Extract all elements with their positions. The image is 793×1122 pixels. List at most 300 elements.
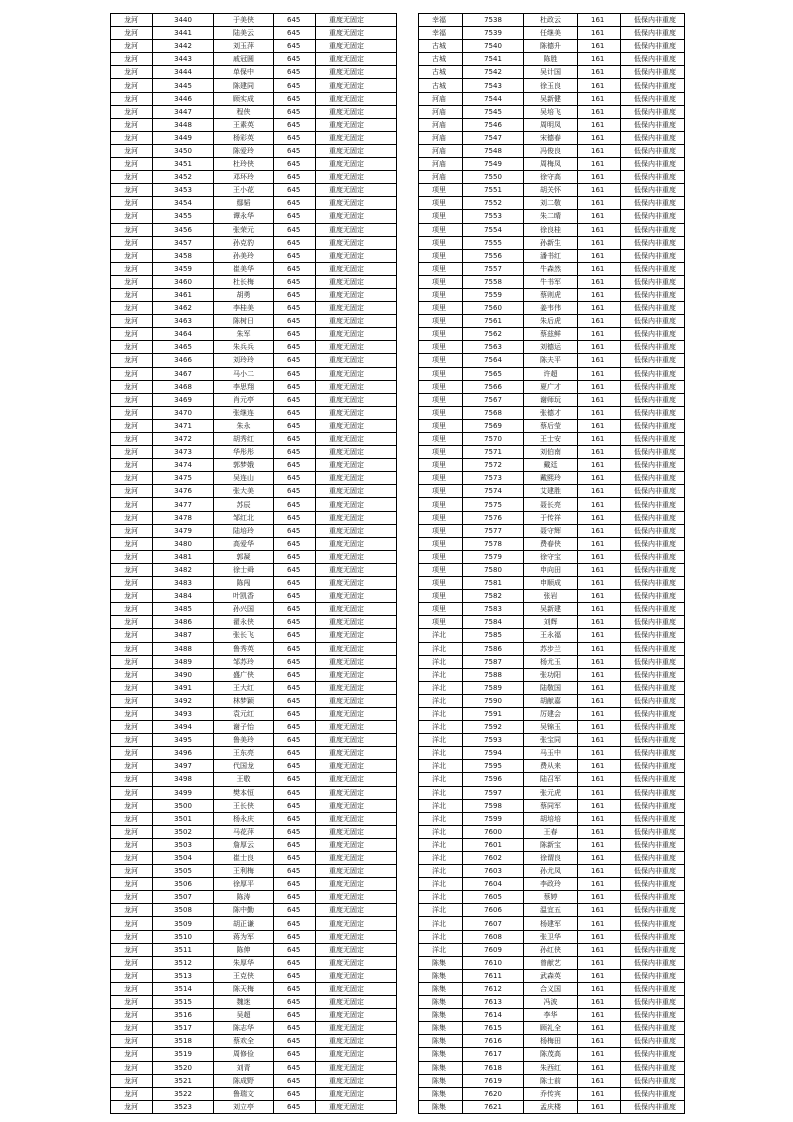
township-cell: 龙河 [111, 210, 153, 223]
township-cell: 龙河 [111, 603, 153, 616]
amount-cell: 645 [274, 92, 316, 105]
record-number-cell: 7559 [463, 288, 524, 301]
record-number-cell: 3481 [153, 550, 214, 563]
record-number-cell: 7565 [463, 367, 524, 380]
table-row [111, 1035, 397, 1048]
record-number-cell: 3460 [153, 275, 214, 288]
record-number-cell: 7561 [463, 315, 524, 328]
category-cell: 重度无固定 [316, 642, 397, 655]
township-cell: 洋北 [419, 668, 463, 681]
table-row [111, 707, 397, 720]
township-cell: 洋北 [419, 707, 463, 720]
category-cell: 低保内非重度 [621, 1100, 685, 1113]
record-number-cell: 7593 [463, 734, 524, 747]
amount-cell: 645 [274, 812, 316, 825]
category-cell: 重度无固定 [316, 681, 397, 694]
amount-cell: 645 [274, 262, 316, 275]
township-cell: 龙河 [111, 1074, 153, 1087]
township-cell: 龙河 [111, 577, 153, 590]
township-cell: 龙河 [111, 197, 153, 210]
name-cell: 邹苏玲 [214, 655, 274, 668]
record-number-cell: 7611 [463, 969, 524, 982]
table-row [111, 236, 397, 249]
category-cell: 重度无固定 [316, 236, 397, 249]
township-cell: 幸福 [419, 14, 463, 27]
township-cell: 龙河 [111, 917, 153, 930]
record-number-cell: 7573 [463, 472, 524, 485]
name-cell: 朱兵兵 [214, 341, 274, 354]
amount-cell: 161 [578, 92, 621, 105]
category-cell: 低保内非重度 [621, 328, 685, 341]
name-cell: 王永福 [524, 629, 578, 642]
category-cell: 重度无固定 [316, 891, 397, 904]
roster-table-right-body [419, 14, 685, 1114]
record-number-cell: 3444 [153, 66, 214, 79]
amount-cell: 161 [578, 616, 621, 629]
name-cell: 袁元红 [214, 707, 274, 720]
name-cell: 翟永侠 [214, 616, 274, 629]
township-cell: 龙河 [111, 707, 153, 720]
name-cell: 孙红侠 [524, 943, 578, 956]
category-cell: 低保内非重度 [621, 302, 685, 315]
record-number-cell: 3520 [153, 1061, 214, 1074]
table-row [419, 354, 685, 367]
table-row [419, 773, 685, 786]
record-number-cell: 3459 [153, 262, 214, 275]
category-cell: 低保内非重度 [621, 930, 685, 943]
township-cell: 项里 [419, 288, 463, 301]
amount-cell: 645 [274, 131, 316, 144]
township-cell: 洋北 [419, 838, 463, 851]
record-number-cell: 3507 [153, 891, 214, 904]
amount-cell: 645 [274, 1022, 316, 1035]
table-row [111, 930, 397, 943]
category-cell: 重度无固定 [316, 852, 397, 865]
category-cell: 重度无固定 [316, 956, 397, 969]
name-cell: 朱永 [214, 419, 274, 432]
table-row [419, 223, 685, 236]
township-cell: 项里 [419, 577, 463, 590]
table-row [419, 367, 685, 380]
table-row [419, 341, 685, 354]
table-row [111, 53, 397, 66]
record-number-cell: 7576 [463, 511, 524, 524]
township-cell: 洋北 [419, 943, 463, 956]
table-row [111, 865, 397, 878]
record-number-cell: 3504 [153, 852, 214, 865]
amount-cell: 645 [274, 197, 316, 210]
amount-cell: 645 [274, 1061, 316, 1074]
table-row [419, 943, 685, 956]
township-cell: 项里 [419, 184, 463, 197]
amount-cell: 161 [578, 1087, 621, 1100]
category-cell: 重度无固定 [316, 393, 397, 406]
record-number-cell: 3473 [153, 446, 214, 459]
table-row [111, 275, 397, 288]
category-cell: 低保内非重度 [621, 341, 685, 354]
name-cell: 许超 [524, 367, 578, 380]
name-cell: 徐玉良 [524, 79, 578, 92]
name-cell: 李思翔 [214, 380, 274, 393]
township-cell: 陈集 [419, 1022, 463, 1035]
amount-cell: 161 [578, 158, 621, 171]
category-cell: 重度无固定 [316, 184, 397, 197]
name-cell: 于传祥 [524, 511, 578, 524]
table-row [111, 1074, 397, 1087]
township-cell: 龙河 [111, 550, 153, 563]
amount-cell: 161 [578, 485, 621, 498]
record-number-cell: 3476 [153, 485, 214, 498]
table-row [419, 590, 685, 603]
table-row [419, 288, 685, 301]
name-cell: 王敬 [214, 773, 274, 786]
township-cell: 河庙 [419, 105, 463, 118]
record-number-cell: 7542 [463, 66, 524, 79]
record-number-cell: 3471 [153, 419, 214, 432]
category-cell: 低保内非重度 [621, 92, 685, 105]
amount-cell: 161 [578, 236, 621, 249]
name-cell: 陆美云 [214, 27, 274, 40]
category-cell: 重度无固定 [316, 655, 397, 668]
table-row [419, 315, 685, 328]
township-cell: 项里 [419, 354, 463, 367]
township-cell: 龙河 [111, 694, 153, 707]
category-cell: 重度无固定 [316, 707, 397, 720]
amount-cell: 161 [578, 799, 621, 812]
record-number-cell: 7541 [463, 53, 524, 66]
township-cell: 项里 [419, 563, 463, 576]
name-cell: 徐厚平 [214, 878, 274, 891]
name-cell: 吴计国 [524, 66, 578, 79]
name-cell: 孙克豹 [214, 236, 274, 249]
township-cell: 项里 [419, 419, 463, 432]
category-cell: 低保内非重度 [621, 249, 685, 262]
name-cell: 华彤彤 [214, 446, 274, 459]
amount-cell: 161 [578, 341, 621, 354]
name-cell: 陈伸 [214, 943, 274, 956]
name-cell: 朱后虎 [524, 315, 578, 328]
table-row [419, 537, 685, 550]
record-number-cell: 3491 [153, 681, 214, 694]
township-cell: 龙河 [111, 629, 153, 642]
category-cell: 低保内非重度 [621, 498, 685, 511]
name-cell: 朱二晴 [524, 210, 578, 223]
table-row [419, 786, 685, 799]
table-row [419, 1035, 685, 1048]
amount-cell: 161 [578, 53, 621, 66]
name-cell: 牛书军 [524, 275, 578, 288]
category-cell: 低保内非重度 [621, 838, 685, 851]
table-row [419, 747, 685, 760]
table-row [111, 1022, 397, 1035]
category-cell: 重度无固定 [316, 354, 397, 367]
record-number-cell: 7557 [463, 262, 524, 275]
table-row [419, 498, 685, 511]
amount-cell: 161 [578, 406, 621, 419]
name-cell: 陈夫平 [524, 354, 578, 367]
record-number-cell: 7562 [463, 328, 524, 341]
township-cell: 洋北 [419, 865, 463, 878]
amount-cell: 645 [274, 79, 316, 92]
name-cell: 陈爱玲 [214, 144, 274, 157]
table-row [111, 354, 397, 367]
amount-cell: 645 [274, 786, 316, 799]
category-cell: 低保内非重度 [621, 734, 685, 747]
name-cell: 徐谓良 [524, 852, 578, 865]
record-number-cell: 3449 [153, 131, 214, 144]
name-cell: 谢师玩 [524, 393, 578, 406]
amount-cell: 161 [578, 537, 621, 550]
township-cell: 龙河 [111, 354, 153, 367]
amount-cell: 645 [274, 380, 316, 393]
amount-cell: 161 [578, 969, 621, 982]
record-number-cell: 7546 [463, 118, 524, 131]
township-cell: 龙河 [111, 341, 153, 354]
record-number-cell: 3486 [153, 616, 214, 629]
township-cell: 洋北 [419, 786, 463, 799]
category-cell: 低保内非重度 [621, 446, 685, 459]
category-cell: 低保内非重度 [621, 681, 685, 694]
table-row [111, 14, 397, 27]
amount-cell: 645 [274, 328, 316, 341]
record-number-cell: 7570 [463, 433, 524, 446]
name-cell: 陈志华 [214, 1022, 274, 1035]
table-row [111, 1048, 397, 1061]
table-row [419, 171, 685, 184]
record-number-cell: 3493 [153, 707, 214, 720]
table-row [111, 1087, 397, 1100]
township-cell: 洋北 [419, 812, 463, 825]
township-cell: 龙河 [111, 838, 153, 851]
record-number-cell: 7606 [463, 904, 524, 917]
category-cell: 重度无固定 [316, 734, 397, 747]
name-cell: 胡正谦 [214, 917, 274, 930]
township-cell: 陈集 [419, 1048, 463, 1061]
township-cell: 洋北 [419, 773, 463, 786]
record-number-cell: 3500 [153, 799, 214, 812]
table-row [111, 773, 397, 786]
record-number-cell: 7551 [463, 184, 524, 197]
category-cell: 重度无固定 [316, 92, 397, 105]
category-cell: 低保内非重度 [621, 131, 685, 144]
category-cell: 重度无固定 [316, 380, 397, 393]
amount-cell: 645 [274, 118, 316, 131]
table-row [419, 1022, 685, 1035]
record-number-cell: 7579 [463, 550, 524, 563]
name-cell: 邹红北 [214, 511, 274, 524]
record-number-cell: 7596 [463, 773, 524, 786]
category-cell: 低保内非重度 [621, 419, 685, 432]
name-cell: 王利梅 [214, 865, 274, 878]
township-cell: 龙河 [111, 118, 153, 131]
category-cell: 重度无固定 [316, 1048, 397, 1061]
name-cell: 鲁美玲 [214, 734, 274, 747]
name-cell: 刘青 [214, 1061, 274, 1074]
name-cell: 王素英 [214, 118, 274, 131]
amount-cell: 161 [578, 550, 621, 563]
record-number-cell: 3445 [153, 79, 214, 92]
amount-cell: 161 [578, 1100, 621, 1113]
name-cell: 胡献嘉 [524, 694, 578, 707]
amount-cell: 645 [274, 354, 316, 367]
township-cell: 陈集 [419, 956, 463, 969]
category-cell: 重度无固定 [316, 812, 397, 825]
amount-cell: 645 [274, 419, 316, 432]
category-cell: 重度无固定 [316, 1061, 397, 1074]
table-row [111, 315, 397, 328]
name-cell: 刘立亭 [214, 1100, 274, 1113]
table-row [111, 380, 397, 393]
name-cell: 合义国 [524, 982, 578, 995]
category-cell: 重度无固定 [316, 14, 397, 27]
table-row [111, 406, 397, 419]
name-cell: 詹厚云 [214, 838, 274, 851]
township-cell: 龙河 [111, 1100, 153, 1113]
township-cell: 龙河 [111, 799, 153, 812]
township-cell: 项里 [419, 197, 463, 210]
name-cell: 冯俊良 [524, 144, 578, 157]
name-cell: 孙尤凤 [524, 865, 578, 878]
record-number-cell: 3506 [153, 878, 214, 891]
name-cell: 王大红 [214, 681, 274, 694]
amount-cell: 645 [274, 1035, 316, 1048]
table-row [419, 275, 685, 288]
category-cell: 低保内非重度 [621, 1074, 685, 1087]
category-cell: 重度无固定 [316, 341, 397, 354]
name-cell: 吴连山 [214, 472, 274, 485]
category-cell: 重度无固定 [316, 433, 397, 446]
amount-cell: 645 [274, 721, 316, 734]
category-cell: 低保内非重度 [621, 655, 685, 668]
name-cell: 申顺成 [524, 577, 578, 590]
name-cell: 陈树日 [214, 315, 274, 328]
category-cell: 低保内非重度 [621, 105, 685, 118]
table-row [111, 367, 397, 380]
record-number-cell: 7592 [463, 721, 524, 734]
record-number-cell: 3498 [153, 773, 214, 786]
amount-cell: 645 [274, 904, 316, 917]
township-cell: 洋北 [419, 721, 463, 734]
township-cell: 龙河 [111, 40, 153, 53]
category-cell: 低保内非重度 [621, 760, 685, 773]
amount-cell: 645 [274, 694, 316, 707]
name-cell: 谢子怡 [214, 721, 274, 734]
name-cell: 张大美 [214, 485, 274, 498]
category-cell: 低保内非重度 [621, 66, 685, 79]
name-cell: 陆培玲 [214, 524, 274, 537]
table-row [419, 236, 685, 249]
table-row [419, 603, 685, 616]
category-cell: 低保内非重度 [621, 262, 685, 275]
table-row [419, 524, 685, 537]
record-number-cell: 7540 [463, 40, 524, 53]
amount-cell: 161 [578, 812, 621, 825]
record-number-cell: 7620 [463, 1087, 524, 1100]
amount-cell: 161 [578, 367, 621, 380]
township-cell: 龙河 [111, 642, 153, 655]
category-cell: 低保内非重度 [621, 721, 685, 734]
category-cell: 重度无固定 [316, 446, 397, 459]
amount-cell: 161 [578, 1061, 621, 1074]
township-cell: 洋北 [419, 642, 463, 655]
amount-cell: 645 [274, 105, 316, 118]
category-cell: 低保内非重度 [621, 773, 685, 786]
table-row [419, 930, 685, 943]
record-number-cell: 3451 [153, 158, 214, 171]
name-cell: 蔡欢全 [214, 1035, 274, 1048]
category-cell: 低保内非重度 [621, 406, 685, 419]
name-cell: 杨彩英 [214, 131, 274, 144]
amount-cell: 645 [274, 406, 316, 419]
category-cell: 重度无固定 [316, 1009, 397, 1022]
table-row [111, 472, 397, 485]
record-number-cell: 3442 [153, 40, 214, 53]
amount-cell: 161 [578, 393, 621, 406]
table-row [419, 681, 685, 694]
amount-cell: 161 [578, 262, 621, 275]
category-cell: 重度无固定 [316, 288, 397, 301]
township-cell: 龙河 [111, 747, 153, 760]
record-number-cell: 3485 [153, 603, 214, 616]
record-number-cell: 7554 [463, 223, 524, 236]
amount-cell: 645 [274, 616, 316, 629]
table-row [111, 446, 397, 459]
amount-cell: 161 [578, 707, 621, 720]
township-cell: 洋北 [419, 760, 463, 773]
amount-cell: 645 [274, 14, 316, 27]
category-cell: 重度无固定 [316, 105, 397, 118]
record-number-cell: 7605 [463, 891, 524, 904]
table-row [111, 760, 397, 773]
amount-cell: 645 [274, 577, 316, 590]
township-cell: 龙河 [111, 446, 153, 459]
table-row [419, 1100, 685, 1113]
township-cell: 项里 [419, 616, 463, 629]
category-cell: 低保内非重度 [621, 1048, 685, 1061]
table-row [111, 210, 397, 223]
township-cell: 洋北 [419, 629, 463, 642]
township-cell: 洋北 [419, 891, 463, 904]
name-cell: 乔传宾 [524, 1087, 578, 1100]
table-row [419, 249, 685, 262]
table-row [419, 707, 685, 720]
amount-cell: 645 [274, 223, 316, 236]
category-cell: 重度无固定 [316, 930, 397, 943]
name-cell: 代国龙 [214, 760, 274, 773]
name-cell: 刘德运 [524, 341, 578, 354]
township-cell: 项里 [419, 498, 463, 511]
township-cell: 龙河 [111, 472, 153, 485]
category-cell: 低保内非重度 [621, 433, 685, 446]
category-cell: 低保内非重度 [621, 956, 685, 969]
township-cell: 幸福 [419, 27, 463, 40]
category-cell: 重度无固定 [316, 825, 397, 838]
township-cell: 项里 [419, 537, 463, 550]
amount-cell: 645 [274, 1048, 316, 1061]
record-number-cell: 7549 [463, 158, 524, 171]
township-cell: 项里 [419, 472, 463, 485]
amount-cell: 645 [274, 288, 316, 301]
table-row [111, 838, 397, 851]
township-cell: 项里 [419, 367, 463, 380]
township-cell: 龙河 [111, 812, 153, 825]
table-row [111, 956, 397, 969]
amount-cell: 645 [274, 681, 316, 694]
record-number-cell: 7590 [463, 694, 524, 707]
amount-cell: 645 [274, 852, 316, 865]
amount-cell: 645 [274, 393, 316, 406]
amount-cell: 645 [274, 472, 316, 485]
